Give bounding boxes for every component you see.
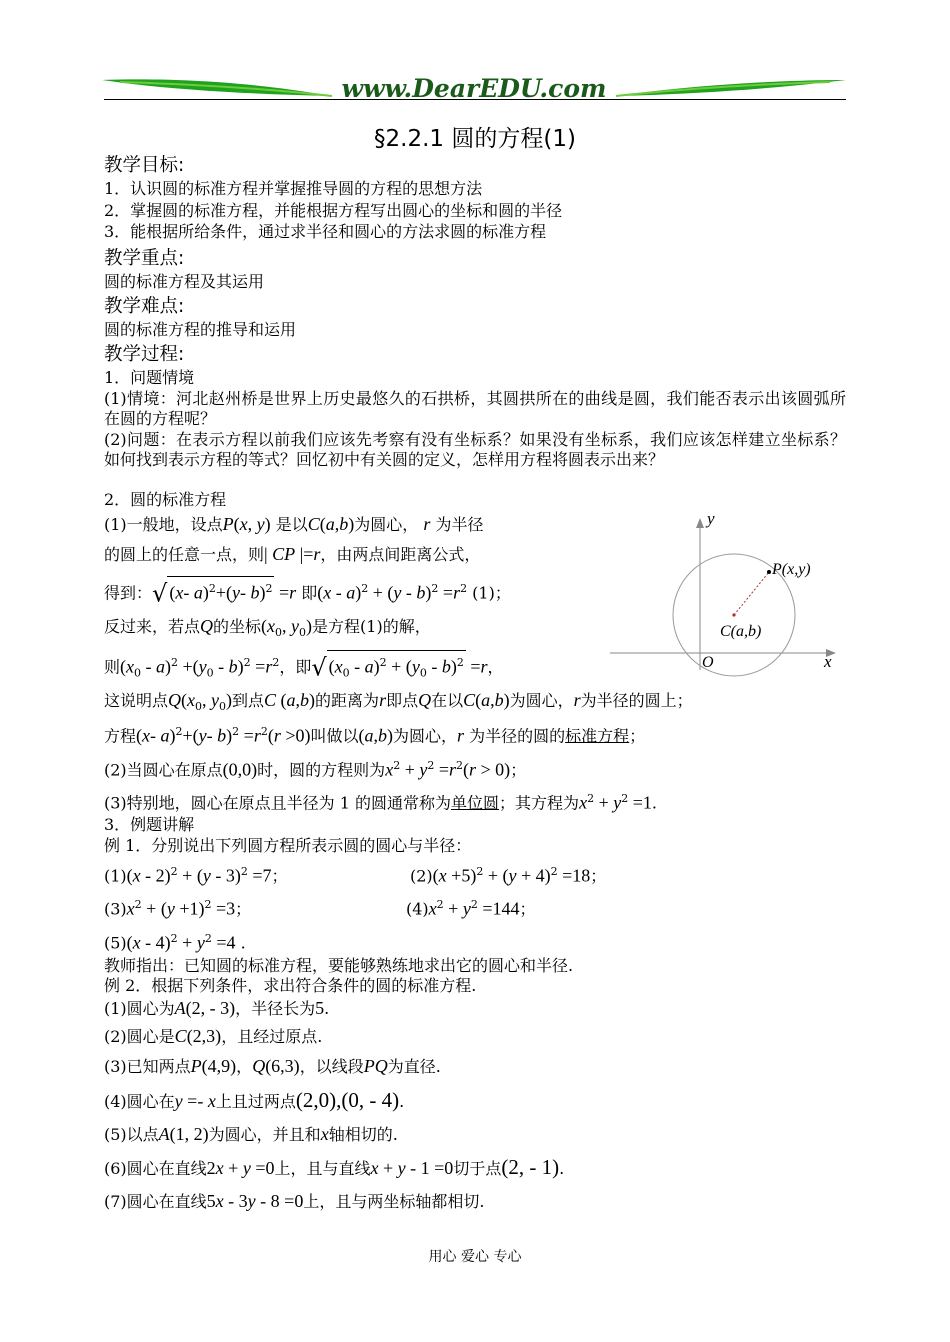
example-1-eq-3: $(3)x^2 + (y +1)^2 =3$；: [104, 898, 252, 919]
footer-motto: 用心 爱心 专心: [428, 1249, 522, 1265]
derivation-line-1: (1)一般地，设点P(x, y) 是以C(a,b)为圆心， r 为半径: [104, 514, 484, 534]
paragraph-situation: (1)情境：河北赵州桥是世界上历史最悠久的石拱桥，其圆拱所在的曲线是圆，我们能否表示出该圆弧所在圆的方程呢？: [104, 389, 846, 428]
teacher-note: 教师指出：已知圆的标准方程，要能够熟练地求出它的圆心和半径.: [104, 956, 574, 975]
center-point: [732, 613, 735, 616]
derivation-line-2: 的圆上的任意一点，则| CP |=r，由两点间距离公式，: [104, 544, 481, 564]
example-2-item-1: (1)圆心为A(2, - 3)，半径长为5.: [104, 998, 330, 1018]
goal-item-1: 1．认识圆的标准方程并掌握推导圆的方程的思想方法: [104, 179, 483, 198]
page-title: §2.2.1 圆的方程(1): [374, 126, 576, 152]
derivation-line-6: 这说明点$Q(x_0$, $y_0$)到点C (a,b)的距离为r即点Q在以C(a,b)为圆心，r为半径的圆上；: [104, 690, 693, 714]
goal-item-2: 2．掌握圆的标准方程，并能根据方程写出圆心的坐标和圆的半径: [104, 201, 563, 220]
derivation-line-4: 反过来，若点Q的坐标($x_0$, $y_0$)是方程(1)的解，: [104, 616, 431, 640]
derivation-line-5: 则$(x_0 - a)^2 +(y_0 - b)^2 =r^2$，即√ $(x_0 - a)^2 + (y_0 - b)^2 =r$，: [104, 650, 504, 686]
header-rule: [104, 99, 846, 100]
point-p: [767, 570, 771, 574]
process-heading: 教学过程:: [104, 344, 185, 365]
derivation-line-9: (3)特别地，圆心在原点且半径为 1 的圆通常称为单位圆；其方程为$x^2 + y^2 =1$.: [104, 792, 657, 813]
section-2-title: 2．圆的标准方程: [104, 490, 227, 509]
example-2-item-7: (7)圆心在直线5x - 3y - 8 =0上，且与两坐标轴都相切.: [104, 1191, 485, 1211]
derivation-line-8: (2)当圆心在原点(0,0)时，圆的方程则为$x^2 + y^2 =r^2(r > 0)$；: [104, 759, 527, 780]
section-3-title: 3．例题讲解: [104, 815, 195, 834]
example-1-eq-4: $(4)x^2 + y^2 =144$；: [406, 898, 536, 919]
derivation-line-3: 得到：√ (x- a)$^2$+(y- b)$^2$ =r 即$(x - a)^2 + (y - b)^2 =r^2$ (1)；: [104, 576, 511, 605]
goal-item-3: 3．能根据所给条件，通过求半径和圆心的方法求圆的标准方程: [104, 222, 547, 241]
example-1-prompt: 例 1．分别说出下列圆方程所表示圆的圆心与半径：: [104, 836, 472, 855]
example-2-item-4: (4)圆心在y =- x上且过两点(2,0),(0, - 4).: [104, 1088, 405, 1112]
circle-figure: [604, 510, 848, 680]
x-axis-label: x: [824, 652, 832, 671]
example-2-item-3: (3)已知两点P(4,9)，Q(6,3)，以线段PQ为直径.: [104, 1056, 441, 1076]
origin-label: O: [702, 654, 714, 671]
paragraph-question: (2)问题：在表示方程以前我们应该先考察有没有坐标系？如果没有坐标系，我们应该怎样建立坐标系？如何找到表示方程的等式？回忆初中有关圆的定义，怎样用方程将圆表示出来？: [104, 430, 846, 469]
goals-heading: 教学目标:: [104, 155, 185, 176]
example-1-eq-1: (1)(x - 2)$^2$ + (y - 3)$^2$ =7；: [104, 865, 288, 886]
difficulties-text: 圆的标准方程的推导和运用: [104, 320, 297, 339]
example-1-eq-5: $(5)(x - 4)^2 + y^2 =4$ .: [104, 932, 246, 953]
point-p-label: P(x,y): [772, 561, 811, 578]
example-2-prompt: 例 2．根据下列条件，求出符合条件的圆的标准方程.: [104, 976, 477, 995]
example-2-item-2: (2)圆心是C(2,3)，且经过原点.: [104, 1026, 323, 1046]
y-axis-label: y: [707, 510, 715, 528]
radius-cp: [734, 572, 769, 615]
section-1-title: 1．问题情境: [104, 368, 195, 387]
derivation-line-7: 方程(x- a)$^2$+(y- $b)^2 =r^2(r >0)$叫做以(a,b)为圆心，r 为半径的圆的标准方程；: [104, 725, 646, 746]
difficulties-heading: 教学难点:: [104, 296, 185, 317]
site-url: www.DearEDU.com: [341, 74, 607, 103]
example-2-item-6: (6)圆心在直线2x + y =0上，且与直线x + y - 1 =0切于点(2, - 1).: [104, 1155, 565, 1179]
y-axis-arrow: [696, 518, 704, 528]
key-points-text: 圆的标准方程及其运用: [104, 272, 265, 291]
example-2-item-5: (5)以点A(1, 2)为圆心，并且和x轴相切的.: [104, 1124, 398, 1144]
key-points-heading: 教学重点:: [104, 248, 185, 269]
example-1-eq-2: $(2)(x +5)^2 + (y + 4)^2 =18$；: [410, 865, 607, 886]
center-label: C(a,b): [720, 623, 762, 640]
